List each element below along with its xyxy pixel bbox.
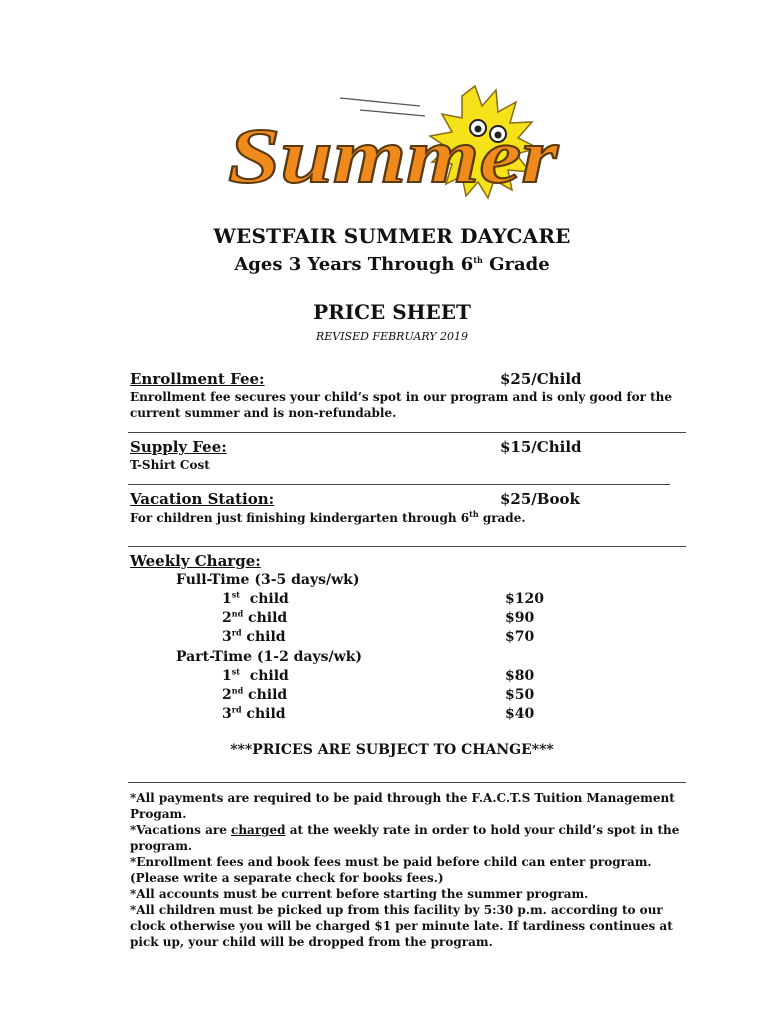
full-time-row-price: $90	[505, 610, 535, 626]
note-line: *All children must be picked up from this facility by 5:30 p.m. according to our	[130, 903, 663, 917]
full-time-label: Full-Time (3-5 days/wk)	[176, 572, 360, 588]
supply-fee-desc: T-Shirt Cost	[130, 458, 210, 472]
note-line: clock otherwise you will be charged $1 per minute late. If tardiness continues at	[130, 919, 673, 933]
supply-fee-label: Supply Fee:	[130, 438, 227, 456]
part-time-row-label: 1st child	[222, 666, 289, 684]
note-line: program.	[130, 839, 193, 853]
price-change-notice: ***PRICES ARE SUBJECT TO CHANGE***	[230, 742, 554, 758]
note-line: (Please write a separate check for books fees.)	[130, 871, 444, 885]
part-time-row-price: $80	[505, 668, 535, 684]
age-range-subtitle: Ages 3 Years Through 6th Grade	[234, 254, 550, 275]
full-time-row-label: 3rd child	[222, 627, 286, 645]
note-line: *Vacations are charged at the weekly rate in order to hold your child’s spot in the	[130, 823, 680, 837]
weekly-charge-label: Weekly Charge:	[130, 552, 261, 570]
note-line: pick up, your child will be dropped from the program.	[130, 935, 493, 949]
part-time-row-price: $40	[505, 706, 535, 722]
full-time-row-label: 1st child	[222, 589, 289, 607]
note-line: *All payments are required to be paid through the F.A.C.T.S Tuition Management	[130, 791, 675, 805]
revised-date: REVISED FEBRUARY 2019	[315, 330, 469, 343]
full-time-row-label: 2nd child	[222, 608, 288, 626]
supply-fee-price: $15/Child	[500, 438, 582, 456]
note-line: Progam.	[130, 807, 187, 821]
part-time-row-label: 3rd child	[222, 704, 286, 722]
divider	[128, 484, 670, 485]
part-time-label: Part-Time (1-2 days/wk)	[176, 649, 363, 665]
price-sheet-title: PRICE SHEET	[313, 300, 471, 324]
summer-logo	[220, 78, 580, 208]
policy-notes	[130, 790, 690, 950]
enrollment-fee-price: $25/Child	[500, 370, 582, 388]
divider	[128, 432, 686, 433]
page-title: WESTFAIR SUMMER DAYCARE	[213, 224, 571, 248]
vacation-station-price: $25/Book	[500, 490, 580, 508]
full-time-row-price: $120	[505, 591, 544, 607]
vacation-station-desc: For children just finishing kindergarten through 6th grade.	[130, 509, 526, 525]
divider	[128, 782, 686, 783]
enrollment-fee-label: Enrollment Fee:	[130, 370, 265, 388]
vacation-station-label: Vacation Station:	[130, 490, 275, 508]
divider	[128, 546, 686, 547]
full-time-row-price: $70	[505, 629, 535, 645]
part-time-row-label: 2nd child	[222, 685, 288, 703]
part-time-row-price: $50	[505, 687, 535, 703]
enrollment-fee-desc-2: current summer and is non-refundable.	[130, 406, 397, 420]
note-line: *All accounts must be current before starting the summer program.	[130, 887, 589, 901]
note-line: *Enrollment fees and book fees must be paid before child can enter program.	[130, 855, 652, 869]
enrollment-fee-desc-1: Enrollment fee secures your child’s spot in our program and is only good for the	[130, 390, 673, 404]
summer-word: Summer	[228, 112, 559, 199]
